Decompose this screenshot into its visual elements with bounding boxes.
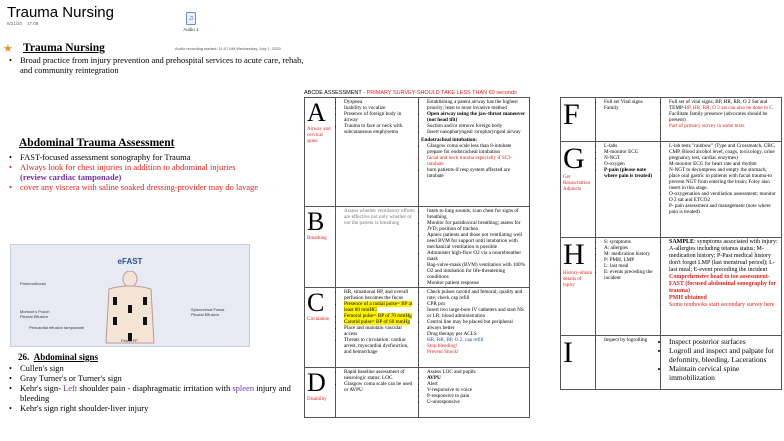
page-date [7,21,38,26]
list-item [669,239,779,274]
table-row [305,368,530,418]
trauma-nursing-bullet [9,55,304,75]
cardiac-tamponade-note: (review cardiac tamponade) [20,172,122,182]
trauma-nursing-heading: Trauma Nursing [23,42,105,54]
row-subtitle: Circulation [307,317,330,322]
row-letter: F [563,98,580,131]
list-item-red-text: BP, HR, RR, O 2 sat can also be done in C [684,105,773,111]
list-item: • Insert nasopharyngeal /oropharyngeal airway [427,129,527,135]
fghi-table [560,97,782,390]
interventions-cell [661,238,782,336]
list-item: • Family [604,105,658,111]
list-item: • Assess whether ventilatory efforts are effective not only whether or not the patient is breathing [344,208,416,226]
spleen-text: spleen [232,383,255,393]
list-item: • Stop bleeding! [427,343,527,349]
letter-cell [561,238,596,336]
interventions-cell [661,336,782,390]
recording-note: Audio recording started: 11:07 AM Wednesday, July 1, 2020 [175,46,281,51]
list-item: • Monitor patient response [427,280,527,286]
left-text: Left [63,383,78,393]
row-subtitle: Get Resuscitation Adjuncts [563,175,590,192]
list-item: • P-responsive to pain [427,393,527,399]
list-item: • Gray Turner's or Turner's sign [9,373,304,383]
efast-label [191,307,241,317]
list-item: • Drug therapy per ACLS [427,331,527,337]
row-letter: I [563,336,573,369]
abdominal-signs-list [9,363,304,413]
list-item: • AVPU [427,375,527,381]
list-item: • Comprehensive head to toe assessment-FAST (focused abdominal sonography for trauma) [669,274,779,295]
list-item: • HR, situational BP, and overall perfusion becomes the focus [344,289,416,301]
table-row [305,288,530,368]
list-item: • Apneic patients and those not ventilating well need BVM for support until intubation with mechanical ventilation is possible [427,232,527,250]
list-item: • Rapid baseline assessment of neurologic status: LOC [344,369,416,381]
highlighted-text: Carotid pulse= BP of 60 mmHg [344,319,410,325]
letter-cell [561,98,596,142]
list-item: • P- pain assessment and management (note where pain is treated) [669,203,779,215]
list-item: • Inspect posterior surfaces [669,337,779,346]
list-item: • Check pulses carotid and femoral; quality and rate; check cap refill [427,289,527,301]
abdominal-list [9,152,299,192]
table-row [305,207,530,288]
list-item: • Glasgow coma scale less than 8-intubate prepare for endotracheal intubation [427,143,527,155]
row-subtitle: Disability [307,397,327,402]
efast-label [20,309,60,319]
efast-label: Pneumothorax [20,281,47,286]
list-item: • L-lab tests "rainbow" (Type and Crossmatch, CBC, CMP, Blood alcohol level, coags, toxicology, urine pregnancy test, cardiac enzymes) [669,143,779,161]
findings-cell [596,238,661,336]
list-item: • Central line may be placed but peripheral always better [427,319,527,331]
audio-label: Audio 1 [183,27,199,32]
list-item-text: Kehr's sign- [20,383,64,393]
list-item: • Cullen's sign [9,363,304,373]
list-item: • N-NGT to decompress and empty the stomach; place oral gastric in patients with facial trauma-to prevent NGT from entering the brain; Foley also insert in this stage. [669,167,779,191]
list-item: • M: medication history [604,251,658,257]
letter-cell [561,142,596,238]
efast-label: Pericardial effusion tamponade [29,325,85,330]
abdominal-heading: Abdominal Trauma Assessment [19,137,175,149]
list-item: • Monitor for paradoxical breathing; assess for JVD; position of trachea [427,220,527,232]
star-icon: ★ [3,43,13,55]
list-item: • M-monitor ECG [604,149,658,155]
table-row [561,238,782,336]
list-item: • Broad practice from injury prevention and prehospital services to acute care, rehab, and community reintegration [9,55,304,75]
list-item: • P: PMH, LMP [604,257,658,263]
findings-cell [336,288,419,368]
list-item: • Inability to vocalize [344,105,416,111]
list-item: • CPR prn [427,301,527,307]
list-item: • U-unresponsive [427,399,527,405]
list-item: • E: events preceding the incident [604,269,658,281]
list-item: • Place and maintain vascular access [344,325,416,337]
efast-title: eFAST [117,257,143,266]
heading-number: 26. [18,352,30,362]
torso-illustration [99,271,161,345]
interventions-cell [419,98,530,207]
row-letter: G [563,142,585,175]
audio-attachment[interactable] [181,12,201,32]
intubation-heading: Endotracheal intubation: [421,137,478,143]
heading-text: Abdominal signs [33,352,99,362]
list-item: • Kehr's sign right shoulder-liver injury [9,403,304,413]
list-item [9,162,299,182]
abcde-table [304,97,530,418]
efast-label-text: Morison's Pouch [20,309,50,314]
findings-cell [596,336,661,390]
list-item: • PMH obtained [669,295,779,302]
list-item: • Dyspnea [344,99,416,105]
list-item-text: shoulder pain - diaphragmatic irritation with [77,383,233,393]
list-item: • FAST-focused assessment sonography for Trauma [9,152,299,162]
highlighted-text: Femoral pulse= BP of 70 mmHg [344,313,412,319]
abcde-title [304,90,517,96]
letter-cell [305,98,336,207]
list-item: • Administer high-flow O2 via a nonrebreather mask [427,250,527,262]
page-title: Trauma Nursing [7,4,114,21]
list-item: • Some textbooks start secondary survey here [669,302,779,309]
efast-label-text: Pleural Effusion [20,314,48,319]
list-item: • L: last meal [604,263,658,269]
sample-label: SAMPLE [669,239,695,245]
list-item: • facial and neck trauma especially if SCI-intubate [427,155,527,167]
list-item: • Bag-valve-mask (BVM) ventilation with 100% O2 and intubation for life-threatening conditions [427,262,527,280]
list-item: • V-responsive to voice [427,387,527,393]
table-row [561,336,782,390]
efast-diagram [10,244,250,347]
list-item-text: Always look for chest injuries in addition to abdominal injuries [20,162,236,172]
list-item: • Alert [427,381,527,387]
list-item: • A: allergies [604,245,658,251]
row-letter: B [307,207,325,236]
interventions-cell [419,288,530,368]
audio-file-icon: ♫ [186,12,196,25]
interventions-cell [661,142,782,238]
list-item: • Insert two large-bore IV catheters and start NS or LR; blood administration [427,307,527,319]
list-item: • S: symptoms [604,239,658,245]
list-item-text: : symptoms associated with injury: A-allergies including tetanus status; M- medication history; P-Past medical history don't forget LMP (last menstrual period); L-last meal; E-event preceding the incident [669,239,778,273]
row-subtitle: Airway and cervical spine [307,127,331,144]
list-item [9,383,304,403]
list-item: • Presence of foreign body in airway [344,111,416,123]
list-item: • Prevent Shock! [427,349,527,355]
list-item: • Inspect by logrolling [604,337,658,343]
list-item-text: injury and bleeding [20,383,291,403]
list-item: • P-pain (please note where pain is treated) [604,167,658,179]
title-text: ABCDE ASSESSMENT - [304,90,367,96]
title-red-text: PRIMARY SURVEY-SHOULD TAKE LESS THAN 60 seconds [366,90,517,96]
list-item: • O-oxygenation and ventilation assessment; monitor O 2 sat and ETCO2 [669,191,779,203]
list-item: • Suction and/or remove foreign body [427,123,527,129]
row-subtitle: Breathing [307,236,327,241]
findings-cell [336,207,419,288]
interventions-cell [661,98,782,142]
list-item: • Glasgow coma scale can be used or AVPU [344,381,416,393]
list-item: • Threats to circulation: cardiac arrest, myocardial dysfunction, and hemorrhage [344,337,416,355]
list-item [669,99,779,111]
list-item: • Facilitate family presence (advocates should be present) [669,111,779,123]
table-row [561,142,782,238]
efast-label-text: Pleural Effusion [191,312,219,317]
findings-cell [336,98,419,207]
list-item: • Open airway using the jaw-thrust maneuver (not head tilt) [427,111,527,123]
row-letter: D [307,368,326,397]
interventions-cell [419,368,530,418]
interventions-cell [419,207,530,288]
efast-label: Pelvic FF [121,338,138,343]
letter-cell [305,288,336,368]
letter-cell [305,368,336,418]
list-item: • N-NGT [604,155,658,161]
list-item: • Trauma to face or neck with subcutaneous emphysema [344,123,416,135]
list-item: • O-oxygen [604,161,658,167]
letter-cell [561,336,596,390]
list-item-text: Full set of vital signs; BP, HR, RR, O 2 Sat and TEMP- [669,99,768,111]
list-item: • Part of primary survey in some texts [669,123,779,129]
list-item: • Assess LOC and pupils [427,369,527,375]
table-row [305,98,530,207]
findings-cell [596,98,661,142]
list-item: • L-labs [604,143,658,149]
highlighted-text: Presence of a radial pulse= BP at least 80 mmHG [344,301,413,313]
list-item: • Maintain cervical spine immobilization [669,364,779,382]
row-letter: A [307,98,326,127]
table-row [561,98,782,142]
list-item: • listen to lung sounds; scan chest for signs of breathing [427,208,527,220]
row-subtitle: History-obtain details of injury [563,271,593,288]
list-item: • Full set Vital signs [604,99,658,105]
list-item: • Logroll and inspect and palpate for deformity, bleeding. Lacerations [669,346,779,364]
efast-label-text: Splenorenal Fossa [191,307,225,312]
list-item: • burn patients-if resp system affected are intubate [427,167,527,179]
time-value: 17:08 [27,21,39,26]
date-value: 6/21/20 [7,21,23,26]
list-item: • cover any viscera with saline soaked dressing-provider may do lavage [9,182,299,192]
row-letter: C [307,288,325,317]
abdominal-signs-heading [18,352,98,362]
letter-cell [305,207,336,288]
list-item: • Establishing a patent airway has the highest priority; least to most invasive method [427,99,527,111]
findings-cell [336,368,419,418]
list-item: • M-monitor ECG for heart rate and rhythm [669,161,779,167]
row-letter: H [563,238,585,271]
findings-cell [596,142,661,238]
list-item: • HR, RR, BP, O 2, cap refill [427,337,527,343]
